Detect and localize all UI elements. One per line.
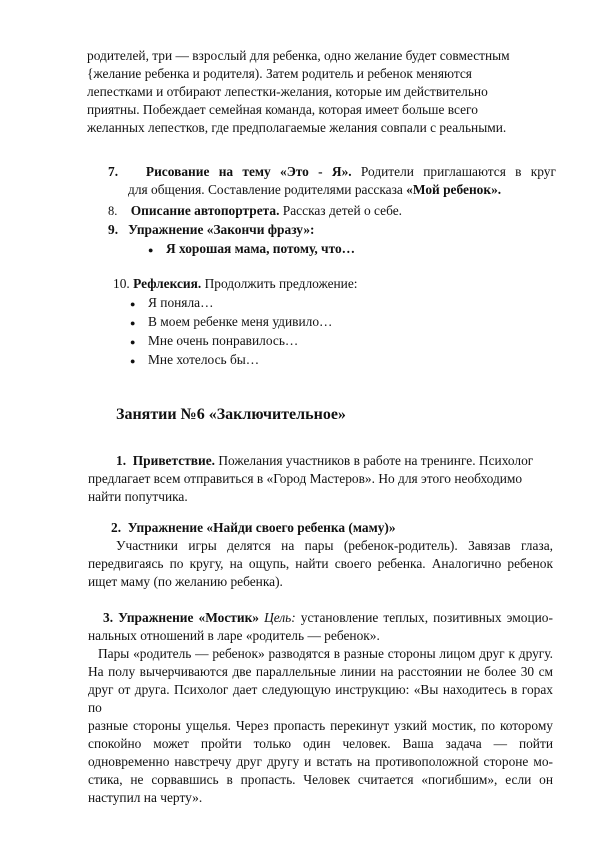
item-title: Упражнение «Закончи фразу»: [128, 222, 315, 237]
text-line: разные стороны ущелья. Через пропасть перекинут узкий мостик, по которому [88, 718, 553, 733]
text-line: желанных лепестков, где предполагаемые желания совпали с реальными. [87, 120, 507, 135]
item-number: 8. [108, 204, 118, 218]
bullet-item [130, 313, 332, 332]
bullet-icon: ● [148, 245, 154, 255]
list-item-10 [113, 275, 553, 293]
bullet-item [148, 240, 355, 259]
item-title: Упражнение «Найди своего ребенка (маму)» [127, 520, 396, 535]
text-line: нальных отношений в ларе «родитель — ребенок». [88, 628, 380, 643]
text-line: ищет маму (по желанию ребенка). [88, 574, 283, 589]
text-line: друг от друга. Психолог дает следующую инструкцию: «Вы находитесь в горах по [88, 682, 553, 715]
text-line: найти попутчика. [88, 489, 188, 504]
text-line: лепестками и отбирают лепестки-желания, которые им действительно [87, 84, 488, 99]
list-item-9 [108, 221, 556, 239]
item-text: Родители приглашаются в круг [351, 164, 556, 179]
bullet-item [130, 332, 298, 351]
section-2 [88, 519, 553, 591]
bullet-text: Я поняла… [148, 295, 214, 310]
text-line: передвигаясь по кругу, на ощупь, найти своего ребенка. Аналогично ребенок [88, 556, 553, 571]
item-title: Приветствие. [132, 453, 216, 468]
text-line: спокойно может пройти только один человек. Ваша задача — пойти [88, 736, 553, 751]
bullet-text: Мне хотелось бы… [148, 352, 260, 367]
session-title: Занятии №6 «Заключительное» [116, 406, 346, 423]
goal-label: Цель: [264, 610, 296, 625]
bullet-item [130, 294, 213, 313]
bullet-item [130, 351, 259, 370]
bullet-icon: ● [130, 337, 136, 347]
section-1 [88, 452, 553, 506]
text-line: стика, не сорвавшись в пропасть. Человек считается «погибшим», если он [88, 772, 553, 787]
text-line: приятны. Побеждает семейная команда, которая имеет больше всего [87, 102, 478, 117]
item-title: Описание автопортрета. [130, 203, 280, 218]
item-number: 7. [108, 164, 119, 179]
list-item-8 [108, 202, 556, 220]
text-line: На полу вычерчиваются две параллельные линии на расстоянии не более 30 см [88, 664, 553, 679]
bullet-icon: ● [130, 299, 136, 309]
section-3 [88, 609, 553, 807]
item-number: 1. [116, 453, 127, 468]
bullet-text: Я хорошая мама, потому, что… [166, 241, 356, 256]
text-line: Участники игры делятся на пары (ребенок-родитель). Завязав глаза, [116, 538, 553, 553]
text-line: Пары «родитель — ребенок» разводятся в разные стороны лицом друг к другу. [98, 646, 553, 661]
item-number: 2. [111, 520, 122, 535]
bullet-icon: ● [130, 356, 136, 366]
item-number: 3. [103, 610, 114, 625]
text-line: предлагает всем отправиться в «Город Мастеров». Но для этого необходимо [88, 471, 523, 486]
bullet-text: В моем ребенке меня удивило… [148, 314, 333, 329]
text-line: {желание ребенка и родителя). Затем родитель и ребенок меняются [87, 66, 472, 81]
text-line: одновременно навстречу друг другу и встать на противоположной стороне мо- [88, 754, 553, 769]
item-title: Упражнение «Мостик» [118, 610, 259, 625]
text-line: родителей, три — взрослый для ребенка, одно желание будет совместным [87, 48, 510, 63]
item-text: Рассказ детей о себе. [279, 203, 403, 218]
intro-paragraph [87, 47, 553, 137]
text-line: наступил на черту». [88, 790, 203, 805]
list-item-7 [108, 163, 556, 199]
item-title: Рисование на тему «Это - Я». [145, 164, 352, 179]
item-text: для общения. Составление родителями рассказа [128, 182, 407, 197]
item-title: Рефлексия. [133, 276, 202, 291]
item-text: Продолжить предложение: [201, 276, 358, 291]
bullet-icon: ● [130, 318, 136, 328]
item-number: 9. [108, 222, 119, 237]
item-emphasis: «Мой ребенок». [406, 182, 502, 197]
item-text: установление теплых, позитивных эмоцио- [295, 610, 553, 625]
item-number: 10. [113, 276, 130, 291]
bullet-text: Мне очень понравилось… [148, 333, 299, 348]
item-text: Пожелания участников в работе на тренинге. Психолог [215, 453, 534, 468]
